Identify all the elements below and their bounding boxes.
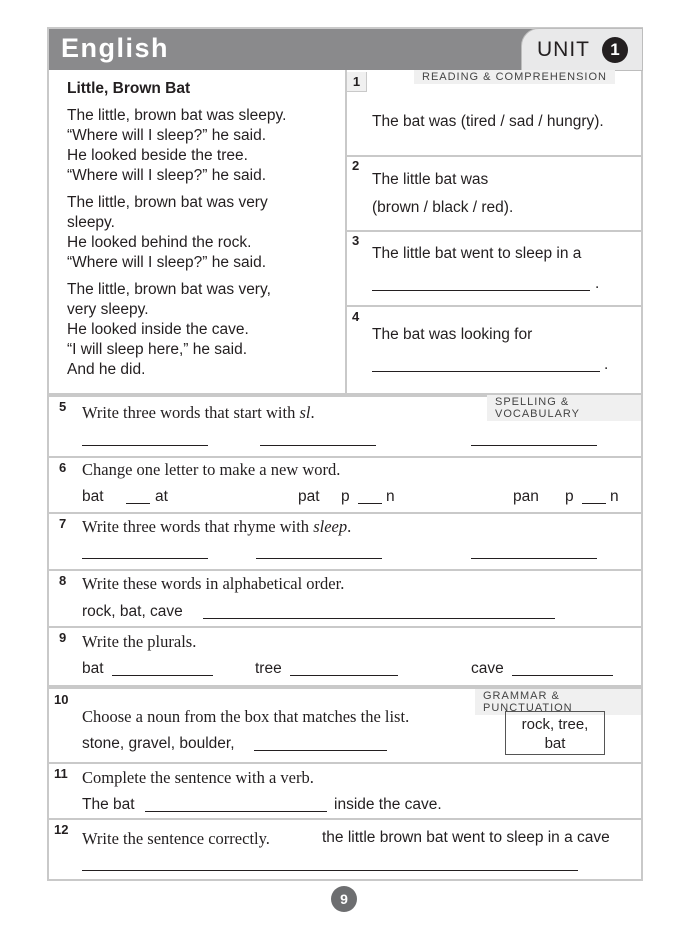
q7-text-post: . (347, 517, 352, 536)
question-number: 12 (54, 822, 69, 837)
answer-line[interactable] (471, 445, 597, 446)
word-fragment: n (386, 488, 395, 505)
question-8-text: Write these words in alphabetical order. (82, 574, 345, 593)
question-1-text: The bat was (tired / sad / hungry). (372, 113, 604, 130)
question-5-text (82, 403, 315, 423)
divider (49, 569, 641, 571)
story-paragraph: The little, brown bat was sleepy. “Where will I sleep?” he said. He looked beside the tree. “Where will I sleep?” he said. (67, 107, 287, 184)
question-7-text (82, 517, 351, 537)
word-fragment: n (610, 488, 619, 505)
question-2-line1: The little bat was (372, 171, 489, 188)
question-4-text: The bat was looking for (372, 326, 533, 343)
answer-blank[interactable] (582, 503, 606, 504)
answer-line[interactable] (145, 811, 327, 812)
question-number: 3 (352, 233, 360, 248)
answer-line[interactable] (203, 618, 555, 619)
divider (345, 305, 641, 307)
question-9-text: Write the plurals. (82, 632, 197, 651)
question-number: 7 (59, 516, 67, 531)
answer-line-3[interactable] (372, 290, 590, 291)
answer-line[interactable] (82, 558, 208, 559)
answer-blank[interactable] (126, 503, 150, 504)
question-number: 9 (59, 630, 67, 645)
page-number-badge: 9 (331, 886, 357, 912)
answer-line[interactable] (512, 675, 613, 676)
period: . (604, 356, 609, 373)
worksheet (47, 27, 643, 881)
section-tag-grammar: GRAMMAR & PUNCTUATION (475, 689, 641, 715)
unit-number-badge: 1 (602, 37, 628, 63)
q7-text-pre: Write three words that rhyme with (82, 517, 314, 536)
divider (345, 230, 641, 232)
answer-line[interactable] (290, 675, 398, 676)
divider (345, 155, 641, 157)
answer-line[interactable] (82, 445, 208, 446)
question-number: 8 (59, 573, 67, 588)
word-pat: pat (298, 488, 320, 505)
question-number: 11 (54, 766, 68, 781)
q5-text-emphasis: sl (299, 403, 311, 422)
word-fragment: p (565, 488, 574, 505)
noun-list: stone, gravel, boulder, (82, 735, 235, 752)
answer-line-4[interactable] (372, 371, 600, 372)
question-10-text: Choose a noun from the box that matches the list. (82, 707, 410, 726)
word-list: rock, bat, cave (82, 603, 183, 620)
story-title: Little, Brown Bat (67, 80, 191, 97)
word-box (505, 711, 605, 755)
divider (49, 626, 641, 628)
plural-word: cave (471, 660, 504, 677)
section-tag-reading: READING & COMPREHENSION (414, 70, 615, 84)
subject-title: English (61, 33, 170, 63)
divider (49, 762, 641, 764)
question-number: 10 (54, 692, 69, 707)
question-3-text: The little bat went to sleep in a (372, 245, 582, 262)
sentence-end: inside the cave. (334, 796, 442, 813)
story-passage (67, 79, 337, 387)
question-number: 4 (352, 309, 360, 324)
unit-tab (521, 28, 643, 71)
word-box-line: bat (544, 735, 566, 752)
question-2-line2: (brown / black / red). (372, 199, 514, 216)
answer-line[interactable] (256, 558, 382, 559)
sentence-to-correct: the little brown bat went to sleep in a cave (322, 829, 610, 846)
question-number: 5 (59, 399, 67, 414)
divider (49, 456, 641, 458)
answer-line[interactable] (260, 445, 376, 446)
story-paragraph: The little, brown bat was very sleepy. He looked behind the rock. “Where will I sleep?” he said. (67, 194, 268, 271)
answer-line[interactable] (254, 750, 387, 751)
q7-text-emphasis: sleep (313, 517, 348, 536)
sentence-start: The bat (82, 796, 135, 813)
word-bat: bat (82, 488, 104, 505)
story-paragraph: The little, brown bat was very, very sleepy. He looked inside the cave. “I will sleep here,” he said. And he did. (67, 281, 271, 378)
answer-line[interactable] (471, 558, 597, 559)
q5-text-post: . (310, 403, 315, 422)
plural-word: bat (82, 660, 104, 677)
divider (49, 512, 641, 514)
question-number: 2 (352, 158, 360, 173)
word-pan: pan (513, 488, 539, 505)
unit-label: UNIT (537, 38, 590, 61)
q5-text-pre: Write three words that start with (82, 403, 300, 422)
answer-line[interactable] (112, 675, 213, 676)
question-number: 1 (347, 72, 367, 92)
question-number: 6 (59, 460, 67, 475)
word-fragment: p (341, 488, 350, 505)
question-12-text: Write the sentence correctly. (82, 829, 270, 848)
answer-line[interactable] (82, 870, 578, 871)
plural-word: tree (255, 660, 282, 677)
period: . (595, 275, 600, 292)
section-tag-spelling: SPELLING & VOCABULARY (487, 395, 641, 421)
divider (49, 818, 641, 820)
question-11-text: Complete the sentence with a verb. (82, 768, 314, 787)
answer-blank[interactable] (358, 503, 382, 504)
word-fragment: at (155, 488, 168, 505)
question-6-text: Change one letter to make a new word. (82, 460, 341, 479)
word-box-line: rock, tree, (521, 716, 589, 733)
